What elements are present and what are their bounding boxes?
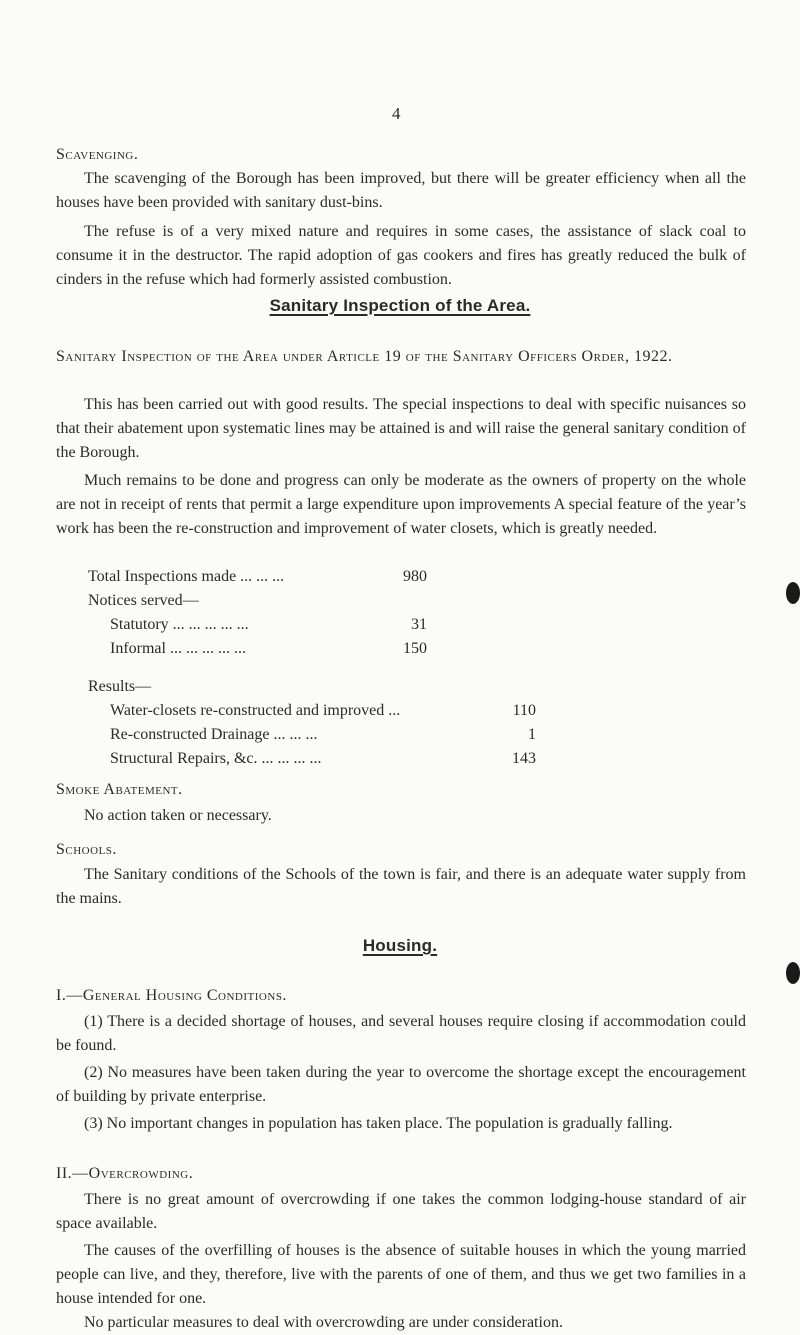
- housing-item-3: (3) No important changes in population has taken place. The population is gradually falling.: [84, 1115, 673, 1132]
- stat-label-total-inspections: Total Inspections made ... ... ...: [88, 568, 285, 585]
- binding-hole-mark: [786, 962, 800, 984]
- housing-title: Housing.: [362, 936, 438, 955]
- housing-section-2-heading: II.—Overcrowding.: [56, 1165, 194, 1182]
- overcrowding-paragraph-1: There is no great amount of overcrowding if one takes the common lodging-house standard of air space available.: [56, 1191, 746, 1232]
- overcrowding-paragraph-3: No particular measures to deal with overcrowding are under consideration.: [84, 1314, 563, 1331]
- sanitary-subheading: Sanitary Inspection of the Area under Article 19 of the Sanitary Officers Order, 1922.: [56, 348, 673, 365]
- result-label-drainage: Re-constructed Drainage ... ... ...: [110, 726, 318, 743]
- schools-heading: Schools.: [56, 841, 117, 858]
- housing-item-1: (1) There is a decided shortage of houses, and several houses require closing if accommodation could be found.: [56, 1013, 746, 1054]
- housing-item-2: (2) No measures have been taken during the year to overcome the shortage except the encouragement of building by private enterprise.: [56, 1064, 746, 1105]
- stat-label-statutory: Statutory ... ... ... ... ...: [110, 616, 249, 633]
- schools-text: The Sanitary conditions of the Schools of the town is fair, and there is an adequate water supply from the mains.: [56, 866, 746, 907]
- smoke-abatement-text: No action taken or necessary.: [84, 807, 272, 824]
- stat-value-total-inspections: 980: [403, 568, 427, 585]
- result-label-water-closets: Water-closets re-constructed and improved ...: [110, 702, 401, 719]
- scavenging-heading: Scavenging.: [56, 146, 139, 163]
- result-label-structural-repairs: Structural Repairs, &c. ... ... ... ...: [110, 750, 322, 767]
- housing-section-1-heading: I.—General Housing Conditions.: [56, 987, 287, 1004]
- stat-value-informal: 150: [403, 640, 427, 657]
- binding-hole-mark: [786, 582, 800, 604]
- stat-label-notices-served: Notices served—: [88, 592, 199, 609]
- overcrowding-paragraph-2: The causes of the overfilling of houses is the absence of suitable houses in which the young married people can live, and they, therefore, live with the parents of one of them, and thus we get two families in a house intended for one.: [56, 1242, 746, 1307]
- results-label: Results—: [88, 678, 152, 695]
- smoke-abatement-heading: Smoke Abatement.: [56, 781, 183, 798]
- result-value-drainage: 1: [528, 726, 536, 743]
- stat-label-informal: Informal ... ... ... ... ...: [110, 640, 246, 657]
- stat-value-statutory: 31: [411, 616, 427, 633]
- scavenging-paragraph-1: The scavenging of the Borough has been improved, but there will be greater efficiency when all the houses have been provided with sanitary dust-bins.: [56, 170, 746, 211]
- sanitary-paragraph-2: Much remains to be done and progress can only be moderate as the owners of property on the whole are not in receipt of rents that permit a large expenditure upon improvements A special feature of the year’s work has been the re-construction and improvement of water closets, which is greatly needed.: [56, 472, 746, 537]
- page-number: 4: [392, 104, 401, 123]
- sanitary-paragraph-1: This has been carried out with good results. The special inspections to deal with specific nuisances so that their abatement upon systematic lines may be attained is and will raise the general sanitary condition of the Borough.: [56, 396, 747, 461]
- result-value-water-closets: 110: [512, 702, 536, 719]
- scavenging-paragraph-2: The refuse is of a very mixed nature and requires in some cases, the assistance of slack coal to consume it in the destructor. The rapid adoption of gas cookers and fires has greatly reduced the bulk of cinders in the refuse which had formerly assisted combustion.: [56, 223, 746, 288]
- sanitary-inspection-title: Sanitary Inspection of the Area.: [269, 296, 531, 315]
- result-value-structural-repairs: 143: [512, 750, 536, 767]
